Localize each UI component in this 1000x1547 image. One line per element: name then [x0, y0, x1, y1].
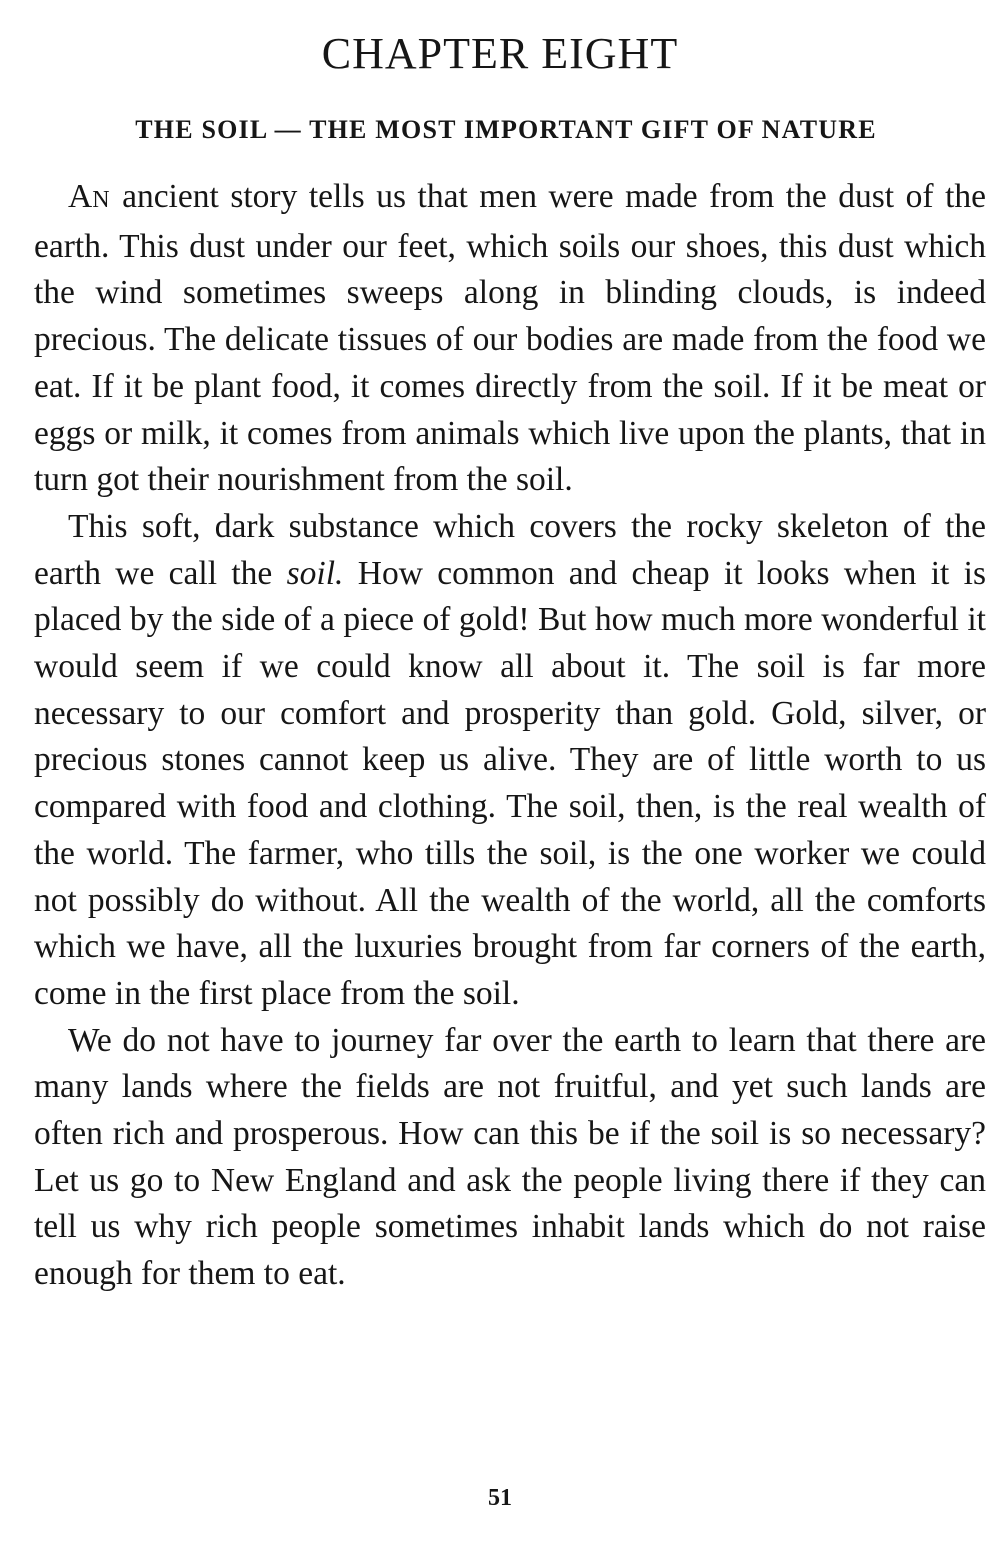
chapter-title: CHAPTER EIGHT	[321, 29, 679, 78]
page-number: 51	[488, 1485, 512, 1511]
paragraph-3	[34, 1018, 986, 1298]
paragraph-2-text-before: This soft, dark substance which covers the rocky skeleton of the earth we call the	[34, 507, 986, 592]
paragraph-1	[34, 174, 986, 504]
paragraph-1-text: ancient story tells us that men were made from the dust of the earth. This dust under our feet, which soils our shoes, this dust which the wind sometimes sweeps along in blinding clouds, is indeed precious. The delicate tissues of our bodies are made from the food we eat. If it be plant food, it comes directly from the soil. If it be meat or eggs or milk, it comes from animals which live upon the plants, that in turn got their nourishment from the soil.	[34, 178, 986, 499]
paragraph-2-text-after: How common and cheap it looks when it is placed by the side of a piece of gold! But how much more wonderful it would seem if we could know all about it. The soil is far more necessary to our comfort and prosperity than gold. Gold, silver, or precious stones cannot keep us alive. They are of little worth to us compared with food and clothing. The soil, then, is the real wealth of the world. The farmer, who tills the soil, is the one worker we could not possibly do without. All the wealth of the world, all the comforts which we have, all the luxuries brought from far corners of the earth, come in the first place from the soil.	[34, 554, 987, 1012]
emphasized-word: soil.	[286, 554, 344, 592]
paragraph-3-text: We do not have to journey far over the earth to learn that there are many lands where the fields are not fruitful, and yet such lands are often rich and prosperous. How can this be if the soil is so necessary? Let us go to New England and ask the people living there if they can tell us why rich people sometimes inhabit lands which do not raise enough for them to eat.	[34, 1021, 986, 1293]
body-text	[34, 174, 986, 1298]
dropcap-letter: A	[68, 178, 93, 215]
chapter-subtitle: THE SOIL — THE MOST IMPORTANT GIFT OF NATURE	[135, 115, 877, 144]
paragraph-2	[34, 504, 986, 1018]
dropcap-smallcap: N	[92, 187, 111, 213]
